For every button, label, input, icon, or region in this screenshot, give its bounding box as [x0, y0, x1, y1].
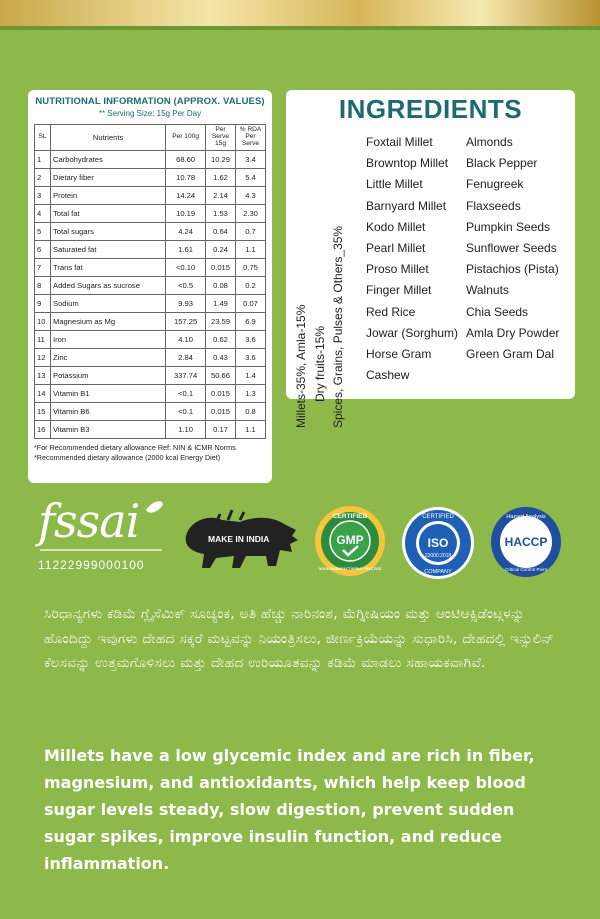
row-rda: 0.2 [236, 277, 266, 295]
row-sl: 6 [35, 241, 51, 259]
iso-badge [401, 506, 475, 585]
gold-top-band [0, 0, 600, 26]
row-sl: 5 [35, 223, 51, 241]
ingredient-item: Barnyard Millet [366, 198, 447, 213]
row-perserve: 10.29 [206, 151, 236, 169]
row-per100: 10.19 [166, 205, 206, 223]
row-perserve: 0.015 [206, 259, 236, 277]
row-perserve: 23.59 [206, 313, 236, 331]
ingredient-item: Cashew [366, 368, 410, 383]
col-rda: % RDA Per Serve [236, 125, 266, 151]
ingredients-panel [286, 90, 575, 428]
row-rda: 1.1 [236, 241, 266, 259]
ingredient-item: Green Gram Dal [466, 347, 555, 362]
row-perserve: 0.08 [206, 277, 236, 295]
row-perserve: 2.14 [206, 187, 236, 205]
gmp-label: GMP [336, 533, 364, 547]
row-nutrient: Trans fat [51, 259, 166, 277]
ingredient-item: Little Millet [366, 177, 423, 192]
nutrition-row [35, 277, 266, 295]
row-nutrient: Saturated fat [51, 241, 166, 259]
ingredients-column-2 [466, 132, 559, 365]
row-nutrient: Vitamin B6 [51, 403, 166, 421]
row-rda: 5.4 [236, 169, 266, 187]
row-per100: 9.93 [166, 295, 206, 313]
pct-line-2: Dry fruits-15% [312, 325, 327, 402]
row-rda: 1.4 [236, 367, 266, 385]
row-rda: 3.4 [236, 151, 266, 169]
nutrition-row [35, 313, 266, 331]
row-rda: 1.1 [236, 421, 266, 439]
nutrition-row [35, 241, 266, 259]
ingredient-item: Finger Millet [366, 283, 432, 298]
ingredient-item: Amla Dry Powder [466, 325, 560, 340]
row-perserve: 0.43 [206, 349, 236, 367]
row-per100: 10.78 [166, 169, 206, 187]
english-description: Millets have a low glycemic index and are rich in fiber, magnesium, and antioxidants, which help keep blood sugar levels steady, slow digestion, prevent sudden sugar spikes, improve insulin function, and reduce inflammation. [44, 746, 535, 873]
row-nutrient: Total fat [51, 205, 166, 223]
row-sl: 9 [35, 295, 51, 313]
row-per100: 157.25 [166, 313, 206, 331]
haccp-label: HACCP [504, 535, 548, 549]
ingredient-item: Pearl Millet [366, 241, 426, 256]
ingredient-item: Browntop Millet [366, 156, 449, 171]
row-per100: <0.5 [166, 277, 206, 295]
row-nutrient: Total sugars [51, 223, 166, 241]
ingredient-item: Red Rice [366, 304, 416, 319]
row-rda: 1.3 [236, 385, 266, 403]
row-sl: 15 [35, 403, 51, 421]
row-perserve: 0.62 [206, 331, 236, 349]
gmp-badge [313, 504, 387, 583]
row-per100: 4.24 [166, 223, 206, 241]
col-nutrients: Nutrients [51, 125, 166, 151]
haccp-top-text: Hazard Analysis [506, 514, 546, 520]
row-per100: <0.1 [166, 403, 206, 421]
row-sl: 2 [35, 169, 51, 187]
row-nutrient: Vitamin B1 [51, 385, 166, 403]
ingredient-item: Sunflower Seeds [466, 241, 557, 256]
col-perserve: Per Serve 15g [206, 125, 236, 151]
make-in-india-logo [180, 506, 304, 576]
row-per100: 337.74 [166, 367, 206, 385]
fssai-wordmark: fssai [38, 494, 140, 548]
pct-line-3: Spices, Grains, Pulses & Others_35% [331, 225, 346, 428]
top-band-shadow [0, 26, 600, 30]
iso-label: ISO [427, 536, 449, 550]
row-rda: 0.75 [236, 259, 266, 277]
nutrition-panel [28, 90, 272, 483]
serving-size: ** Serving Size: 15g Per Day [98, 109, 202, 118]
gmp-top-text: CERTIFIED [332, 513, 368, 520]
nutrition-footnotes [34, 443, 266, 462]
nutrition-row [35, 223, 266, 241]
lion-icon [180, 506, 304, 576]
footnote-1: *For Recommended dietary allowance Ref: NIN & ICMR Norms [34, 443, 236, 452]
ingredients-column-1 [366, 132, 458, 386]
row-per100: <0.1 [166, 385, 206, 403]
nutrition-row [35, 331, 266, 349]
row-rda: 3.6 [236, 349, 266, 367]
ingredient-item: Flaxseeds [466, 198, 521, 213]
row-perserve: 0.24 [206, 241, 236, 259]
pct-line-1: Millets-35%, Amla-15% [294, 304, 308, 428]
nutrition-header-row [35, 125, 266, 151]
nutrition-row [35, 205, 266, 223]
ingredient-item: Foxtail Millet [366, 135, 433, 149]
row-nutrient: Iron [51, 331, 166, 349]
nutrition-row [35, 421, 266, 439]
nutrition-title: NUTRITIONAL INFORMATION (APPROX. VALUES) [35, 96, 265, 107]
ingredient-item: Fenugreek [466, 177, 524, 192]
row-per100: 14.24 [166, 187, 206, 205]
ingredient-item: Proso Millet [366, 262, 429, 277]
haccp-badge [490, 506, 562, 583]
row-rda: 0.8 [236, 403, 266, 421]
col-per100: Per 100g [166, 125, 206, 151]
nutrition-row [35, 403, 266, 421]
row-sl: 10 [35, 313, 51, 331]
row-sl: 1 [35, 151, 51, 169]
row-perserve: 1.53 [206, 205, 236, 223]
row-nutrient: Carbohydrates [51, 151, 166, 169]
row-rda: 0.07 [236, 295, 266, 313]
nutrition-table [34, 124, 266, 439]
row-nutrient: Protein [51, 187, 166, 205]
nutrition-row [35, 259, 266, 277]
row-nutrient: Zinc [51, 349, 166, 367]
row-perserve: 0.015 [206, 385, 236, 403]
nutrition-row [35, 169, 266, 187]
row-perserve: 1.62 [206, 169, 236, 187]
row-perserve: 0.17 [206, 421, 236, 439]
row-nutrient: Sodium [51, 295, 166, 313]
row-sl: 11 [35, 331, 51, 349]
col-sl: SL [35, 125, 51, 151]
ingredients-percentages [292, 208, 362, 428]
gmp-bottom-text: GOOD MANUFACTURING PRACTICE [318, 567, 382, 571]
nutrition-row [35, 367, 266, 385]
ingredient-item: Black Pepper [466, 156, 538, 171]
row-perserve: 50.66 [206, 367, 236, 385]
row-per100: <0.10 [166, 259, 206, 277]
iso-top-text: CERTIFIED [422, 514, 454, 520]
row-perserve: 0.015 [206, 403, 236, 421]
nutrition-row [35, 151, 266, 169]
row-per100: 68.60 [166, 151, 206, 169]
fssai-logo [36, 494, 168, 576]
row-rda: 4.3 [236, 187, 266, 205]
iso-number: 22000:2018 [424, 553, 452, 559]
row-sl: 13 [35, 367, 51, 385]
ingredients-title: INGREDIENTS [338, 94, 523, 124]
nutrition-row [35, 295, 266, 313]
row-rda: 3.6 [236, 331, 266, 349]
row-perserve: 0.64 [206, 223, 236, 241]
row-rda: 6.9 [236, 313, 266, 331]
ingredient-item: Pumpkin Seeds [466, 219, 551, 234]
nutrition-row [35, 187, 266, 205]
row-sl: 16 [35, 421, 51, 439]
haccp-bottom-text: Critical Control Point [505, 567, 547, 572]
row-sl: 14 [35, 385, 51, 403]
nutrition-row [35, 349, 266, 367]
row-nutrient: Potassium [51, 367, 166, 385]
row-rda: 2.30 [236, 205, 266, 223]
row-sl: 7 [35, 259, 51, 277]
row-nutrient: Vitamin B3 [51, 421, 166, 439]
ingredient-item: Pistachios (Pista) [466, 262, 559, 277]
row-sl: 8 [35, 277, 51, 295]
row-per100: 1.61 [166, 241, 206, 259]
row-nutrient: Dietary fiber [51, 169, 166, 187]
row-nutrient: Added Sugars as sucrose [51, 277, 166, 295]
ingredient-item: Chia Seeds [466, 304, 529, 319]
make-in-india-text: MAKE IN INDIA [208, 534, 270, 544]
row-per100: 2.84 [166, 349, 206, 367]
row-sl: 3 [35, 187, 51, 205]
fssai-license-number: 11222999000100 [38, 558, 145, 572]
row-sl: 4 [35, 205, 51, 223]
row-sl: 12 [35, 349, 51, 367]
ingredient-item: Almonds [466, 135, 513, 149]
row-perserve: 1.49 [206, 295, 236, 313]
kannada-description: ಸಿರಿಧಾನ್ಯಗಳು ಕಡಿಮೆ ಗ್ಲೈಸೆಮಿಕ್ ಸೂಚ್ಯಂಕ, ಅತಿ ಹೆಚ್ಚು ನಾರಿನಂಶ, ಮೆಗ್ನೀಷಿಯಂ ಮತ್ತು ಆಂಟಿಆಕ್ಸಿಡೆಂಟ್ಗಳನ್ನು ಹೊಂದಿದ್ದು ಇವುಗಳು ದೇಹದ ಸಕ್ಕರೆ ಮಟ್ಟವನ್ನು ನಿಯಂತ್ರಿಸಲು, ಜೀರ್ಣಕ್ರಿಯೆಯನ್ನು ಸುಧಾರಿಸಿ, ದೇಹದಲ್ಲಿ ಇನ್ಸುಲಿನ್ ಕೆಲಸವನ್ನು ಉತ್ತಮಗೊಳಿಸಲು ಮತ್ತು ದೇಹದ ಉರಿಯೂತವನ್ನು ಕಡಿಮೆ ಮಾಡಲು ಸಹಾಯಕವಾಗಿವೆ. [44, 606, 555, 671]
ingredient-item: Jowar (Sorghum) [366, 325, 459, 340]
row-rda: 0.7 [236, 223, 266, 241]
row-per100: 1.10 [166, 421, 206, 439]
ingredient-item: Walnuts [466, 283, 509, 298]
row-nutrient: Magnesium as Mg [51, 313, 166, 331]
footnote-2: *Recommended dietary allowance (2000 kcal Energy Diet) [34, 452, 221, 462]
nutrition-row [35, 385, 266, 403]
ingredient-item: Horse Gram [366, 347, 432, 362]
row-per100: 4.10 [166, 331, 206, 349]
ingredient-item: Kodo Millet [366, 219, 426, 234]
iso-bottom-text: COMPANY [424, 569, 452, 575]
